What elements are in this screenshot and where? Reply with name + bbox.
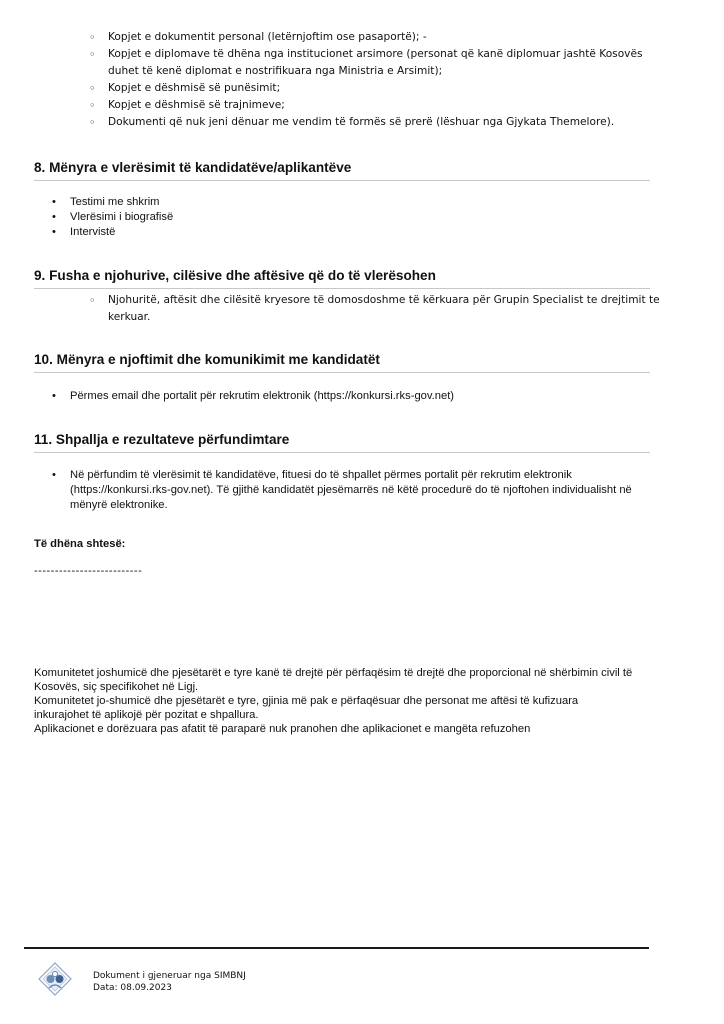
footer-date: Data: 08.09.2023 xyxy=(93,983,172,993)
list-item: ◦ Dokumenti që nuk jeni dënuar me vendim të formës së prerë (lëshuar nga Gjykata Themelore). xyxy=(108,114,668,131)
list-item: ◦ Kopjet e dokumentit personal (letërnjoftim ose pasaportë); - xyxy=(108,29,668,46)
section-8-list xyxy=(70,195,660,240)
additional-info-label: Të dhëna shtesë: xyxy=(34,538,126,550)
list-item: ◦ Njohuritë, aftësit dhe cilësitë kryesore të domosdoshme të kërkuara për Grupin Specialist te drejtimit te kerkuar. xyxy=(108,292,668,326)
notes-block xyxy=(34,666,634,736)
section-10-list xyxy=(70,389,660,404)
list-item: ◦ Kopjet e dëshmisë së punësimit; xyxy=(108,80,668,97)
list-item: • Vlerësimi i biografisë xyxy=(70,210,660,225)
section-9-heading: 9. Fusha e njohurive, cilësive dhe aftësive që do të vlerësohen xyxy=(34,267,650,289)
note-paragraph: Aplikacionet e dorëzuara pas afatit të paraparë nuk pranohen dhe aplikacionet e mangëta refuzohen xyxy=(34,723,531,735)
footer-info xyxy=(93,970,246,994)
note-paragraph: Komunitetet joshumicë dhe pjesëtarët e tyre kanë të drejtë për përfaqësim të drejtë dhe proporcional në shërbimin civil të Kosovës, siç specifikohet në Ligj. xyxy=(34,667,633,693)
section-10-heading: 10. Mënyra e njoftimit dhe komunikimit me kandidatët xyxy=(34,351,650,373)
footer-generated-by: Dokument i gjeneruar nga SIMBNJ xyxy=(93,971,246,981)
footer-divider xyxy=(24,947,649,949)
dashed-separator: -------------------------- xyxy=(34,565,143,577)
list-item: • Në përfundim të vlerësimit të kandidatëve, fituesi do të shpallet përmes portalit për rekrutim elektronik (https://konkursi.rks-gov.net). Të gjithë kandidatët pjesëmarrës në këtë procedurë do të njoftohen individualisht në mënyrë elektronike. xyxy=(70,468,660,513)
simbnj-logo-icon xyxy=(38,962,72,996)
list-item: • Testimi me shkrim xyxy=(70,195,660,210)
list-item: ◦ Kopjet e dëshmisë së trajnimeve; xyxy=(108,97,668,114)
section-11-heading: 11. Shpallja e rezultateve përfundimtare xyxy=(34,431,650,453)
section-8-heading: 8. Mënyra e vlerësimit të kandidatëve/aplikantëve xyxy=(34,159,650,181)
section-9-list xyxy=(108,292,668,326)
documents-list xyxy=(108,29,668,131)
list-item: • Intervistë xyxy=(70,225,660,240)
note-paragraph: Komunitetet jo-shumicë dhe pjesëtarët e tyre, gjinia më pak e përfaqësuar dhe personat me aftësi të kufizuara inkurajohet të aplikojë për pozitat e shpallura. xyxy=(34,695,579,721)
list-item: • Përmes email dhe portalit për rekrutim elektronik (https://konkursi.rks-gov.net) xyxy=(70,389,660,404)
list-item: ◦ Kopjet e diplomave të dhëna nga institucionet arsimore (personat që kanë diplomuar jashtë Kosovës duhet të kenë diplomat e nostrifikuara nga Ministria e Arsimit); xyxy=(108,46,668,80)
section-11-list xyxy=(70,468,660,513)
